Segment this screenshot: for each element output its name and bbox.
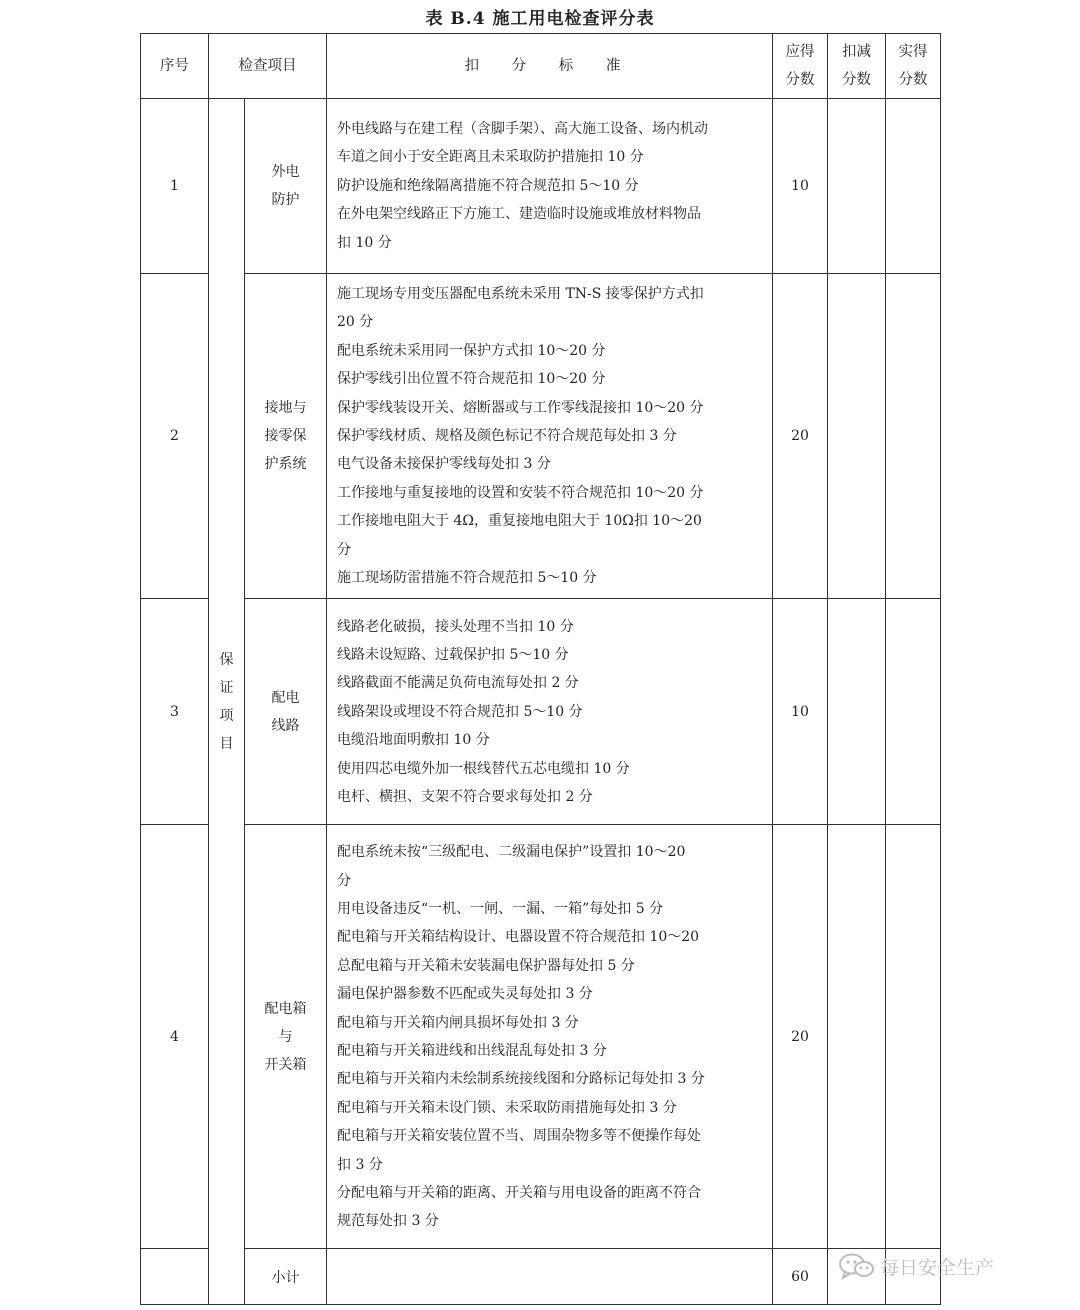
should-score: 10 <box>773 99 828 274</box>
criteria-line: 保护零线材质、规格及颜色标记不符合规范每处扣 3 分 <box>337 428 677 445</box>
criteria-line: 分 <box>337 541 351 558</box>
criteria-line: 总配电箱与开关箱未安装漏电保护器每处扣 5 分 <box>337 957 635 974</box>
watermark <box>838 1252 994 1280</box>
item-name-line: 接地与 <box>264 400 307 417</box>
criteria-line: 扣 10 分 <box>337 234 392 251</box>
group-char: 证 <box>219 679 234 696</box>
item-name-line: 开关箱 <box>264 1056 307 1073</box>
criteria-line: 电杆、横担、支架不符合要求每处扣 2 分 <box>337 788 593 805</box>
header-actual-line-2: 分数 <box>898 72 928 88</box>
item-name-line: 护系统 <box>264 456 307 473</box>
criteria-line: 扣 3 分 <box>337 1156 383 1173</box>
item-name <box>245 825 327 1249</box>
criteria-line: 漏电保护器参数不匹配或失灵每处扣 3 分 <box>337 986 593 1003</box>
criteria-line: 外电线路与在建工程（含脚手架）、高大施工设备、场内机动 <box>337 120 708 137</box>
item-name <box>245 99 327 274</box>
header-item: 检查项目 <box>209 34 327 99</box>
header-should-score <box>773 34 828 99</box>
header-deduct-score <box>828 34 886 99</box>
criteria-line: 保护零线装设开关、熔断器或与工作零线混接扣 10～20 分 <box>337 399 704 416</box>
criteria-line: 线路截面不能满足负荷电流每处扣 2 分 <box>337 675 579 692</box>
criteria-line: 配电系统未采用同一保护方式扣 10～20 分 <box>337 342 606 359</box>
header-should-line-1: 应得 <box>785 44 815 60</box>
criteria-cell <box>327 825 773 1249</box>
header-actual-score <box>886 34 941 99</box>
row-seq: 4 <box>141 825 209 1249</box>
header-seq: 序号 <box>141 34 209 99</box>
header-deduct-line-2: 分数 <box>842 72 871 88</box>
table-row <box>141 99 941 274</box>
criteria-line: 线路架设或埋设不符合规范扣 5～10 分 <box>337 703 583 720</box>
deduct-score-cell <box>828 825 886 1249</box>
deduct-score-cell <box>828 274 886 599</box>
row-seq: 2 <box>141 274 209 599</box>
criteria-line: 配电箱与开关箱内闸具损坏每处扣 3 分 <box>337 1014 579 1031</box>
header-deduct-line-1: 扣减 <box>842 44 871 60</box>
subtotal-row <box>141 1249 941 1305</box>
actual-score-cell <box>886 825 941 1249</box>
item-name-line: 外电 <box>271 164 300 180</box>
table-row <box>141 599 941 825</box>
actual-score-cell <box>886 599 941 825</box>
criteria-cell <box>327 99 773 274</box>
criteria-line: 线路未设短路、过载保护扣 5～10 分 <box>337 646 569 663</box>
wechat-icon <box>838 1252 876 1280</box>
criteria-line: 配电系统未按“三级配电、二级漏电保护”设置扣 10～20 <box>337 844 686 861</box>
criteria-line: 防护设施和绝缘隔离措施不符合规范扣 5～10 分 <box>337 177 639 194</box>
should-score: 10 <box>773 599 828 825</box>
item-name-line: 配电箱 <box>264 1000 307 1017</box>
criteria-line: 电缆沿地面明敷扣 10 分 <box>337 732 490 749</box>
header-standard: 扣 分 标 准 <box>327 34 773 99</box>
table-row <box>141 274 941 599</box>
header-should-line-2: 分数 <box>785 72 815 88</box>
header-actual-line-1: 实得 <box>898 44 928 60</box>
row-seq: 1 <box>141 99 209 274</box>
should-score: 20 <box>773 274 828 599</box>
criteria-line: 线路老化破损，接头处理不当扣 10 分 <box>337 618 574 635</box>
group-label <box>209 99 245 1305</box>
criteria-line: 施工现场防雷措施不符合规范扣 5～10 分 <box>337 570 597 587</box>
item-name-line: 线路 <box>271 717 300 734</box>
table-title: 表 B.4 施工用电检查评分表 <box>425 9 655 29</box>
deduct-score-cell <box>828 599 886 825</box>
item-name <box>245 274 327 599</box>
deduct-score-cell <box>828 99 886 274</box>
criteria-line: 电气设备未接保护零线每处扣 3 分 <box>337 456 551 473</box>
item-name-line: 配电 <box>271 689 300 706</box>
criteria-line: 配电箱与开关箱安装位置不当、周围杂物多等不便操作每处 <box>337 1128 701 1145</box>
criteria-line: 在外电架空线路正下方施工、建造临时设施或堆放材料物品 <box>337 206 701 223</box>
criteria-line: 配电箱与开关箱进线和出线混乱每处扣 3 分 <box>337 1042 607 1059</box>
subtotal-seq-cell <box>141 1249 209 1305</box>
watermark-text: 每日安全生产 <box>880 1256 995 1279</box>
item-name <box>245 599 327 825</box>
subtotal-criteria-cell <box>327 1249 773 1305</box>
group-char: 项 <box>219 707 234 724</box>
criteria-line: 20 分 <box>337 314 374 331</box>
criteria-line: 用电设备违反“一机、一闸、一漏、一箱”每处扣 5 分 <box>337 900 664 917</box>
criteria-line: 分 <box>337 872 351 889</box>
criteria-line: 配电箱与开关箱未设门锁、未采取防雨措施每处扣 3 分 <box>337 1099 677 1116</box>
item-name-line: 与 <box>278 1028 293 1045</box>
criteria-line: 保护零线引出位置不符合规范扣 10～20 分 <box>337 371 606 388</box>
item-name-line: 接零保 <box>264 428 307 445</box>
criteria-line: 工作接地电阻大于 4Ω，重复接地电阻大于 10Ω扣 10～20 <box>337 513 702 530</box>
score-table <box>140 33 941 1305</box>
table-row <box>141 825 941 1249</box>
criteria-line: 分配电箱与开关箱的距离、开关箱与用电设备的距离不符合 <box>337 1185 701 1201</box>
criteria-line: 施工现场专用变压器配电系统未采用 TN-S 接零保护方式扣 <box>337 286 704 302</box>
item-name-line: 防护 <box>271 192 300 208</box>
criteria-cell <box>327 599 773 825</box>
criteria-line: 使用四芯电缆外加一根线替代五芯电缆扣 10 分 <box>337 760 630 777</box>
header-row <box>141 34 941 99</box>
criteria-line: 工作接地与重复接地的设置和安装不符合规范扣 10～20 分 <box>337 484 704 501</box>
row-seq: 3 <box>141 599 209 825</box>
subtotal-label: 小计 <box>245 1249 327 1305</box>
subtotal-score: 60 <box>773 1249 828 1305</box>
actual-score-cell <box>886 274 941 599</box>
criteria-line: 车道之间小于安全距离且未采取防护措施扣 10 分 <box>337 149 644 166</box>
criteria-line: 配电箱与开关箱结构设计、电器设置不符合规范扣 10～20 <box>337 929 700 946</box>
criteria-line: 规范每处扣 3 分 <box>337 1213 439 1230</box>
criteria-cell <box>327 274 773 599</box>
group-char: 目 <box>219 735 234 752</box>
criteria-line: 配电箱与开关箱内未绘制系统接线图和分路标记每处扣 3 分 <box>337 1071 705 1088</box>
should-score: 20 <box>773 825 828 1249</box>
actual-score-cell <box>886 99 941 274</box>
group-char: 保 <box>219 651 234 668</box>
